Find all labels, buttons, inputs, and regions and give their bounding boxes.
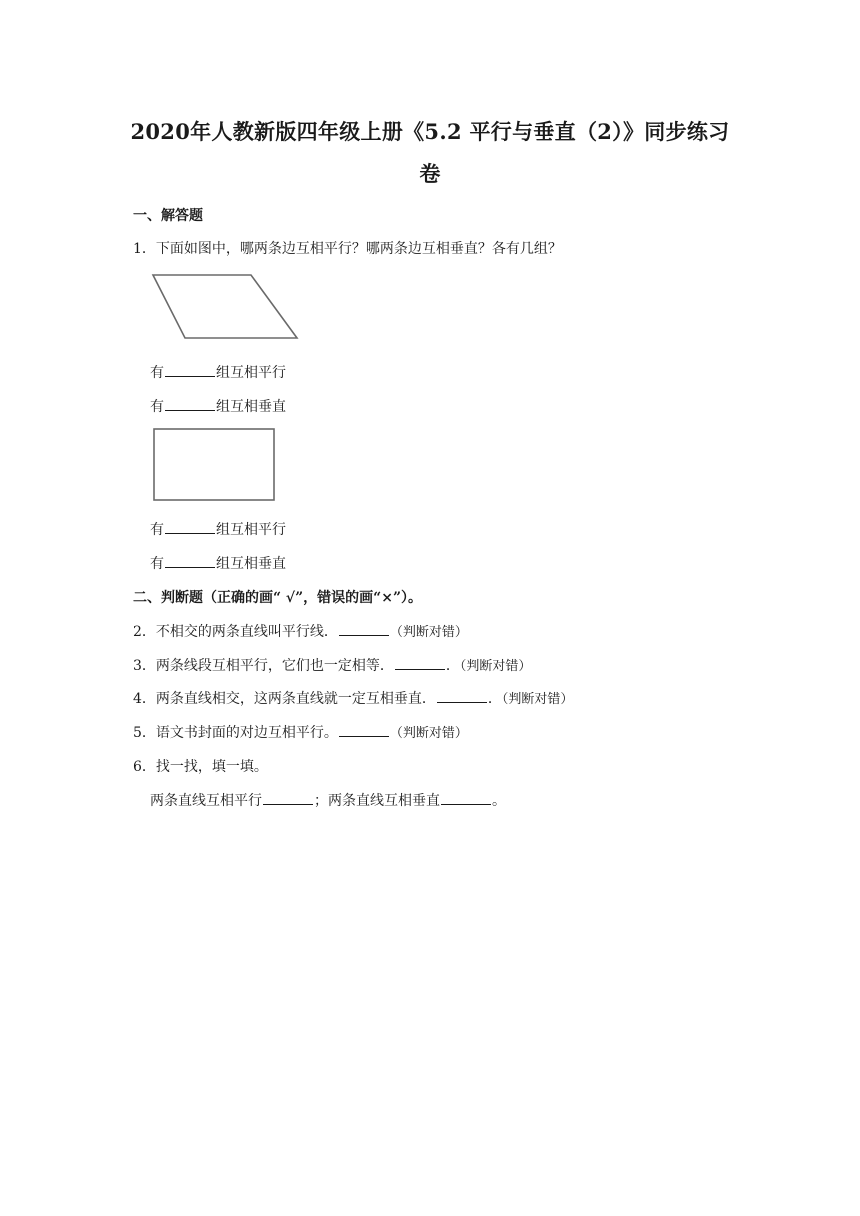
answer-blank[interactable] <box>441 790 491 805</box>
answer-suffix: 组互相垂直 <box>216 556 286 572</box>
question-text: 4．两条直线相交，这两条直线就一定互相垂直． <box>133 691 436 707</box>
fill-part-1: 两条直线互相平行 <box>150 793 262 809</box>
answer-suffix: 组互相平行 <box>216 522 286 538</box>
answer-blank[interactable] <box>165 362 215 377</box>
answer-blank[interactable] <box>437 688 487 703</box>
question-tail: ． <box>487 691 502 707</box>
q1-fig1-parallel-answer <box>150 362 286 382</box>
judge-note: （判断对错） <box>389 625 468 640</box>
question-6-fill <box>150 790 506 810</box>
question-tail: ． <box>445 658 460 674</box>
question-5 <box>133 722 468 742</box>
answer-blank[interactable] <box>165 519 215 534</box>
question-4 <box>133 688 573 708</box>
question-3 <box>133 655 531 675</box>
answer-prefix: 有 <box>150 522 164 538</box>
q1-fig2-parallel-answer <box>150 519 286 539</box>
answer-prefix: 有 <box>150 399 164 415</box>
judge-note: （判断对错） <box>459 659 532 674</box>
question-text: 5．语文书封面的对边互相平行。 <box>133 725 338 741</box>
answer-prefix: 有 <box>150 556 164 572</box>
answer-prefix: 有 <box>150 365 164 381</box>
fill-end: 。 <box>492 793 506 809</box>
rectangle-shape <box>150 426 278 504</box>
answer-suffix: 组互相平行 <box>216 365 286 381</box>
fill-part-2: ；两条直线互相垂直 <box>314 793 440 809</box>
judge-note: （判断对错） <box>501 692 574 707</box>
answer-blank[interactable] <box>165 553 215 568</box>
parallelogram-shape <box>150 272 300 344</box>
section-2-heading: 二、判断题（正确的画“ √”，错误的画“×”）。 <box>133 590 423 606</box>
answer-blank[interactable] <box>395 655 445 670</box>
page-title-line-2: 卷 <box>419 161 441 186</box>
section-1-heading: 一、解答题 <box>133 208 203 224</box>
q1-fig1-perpendicular-answer <box>150 396 286 416</box>
page-title-line-1: 2020年人教新版四年级上册《5.2 平行与垂直（2）》同步练习 <box>130 119 730 144</box>
answer-blank[interactable] <box>339 722 389 737</box>
q1-fig2-perpendicular-answer <box>150 553 286 573</box>
question-2 <box>133 621 468 641</box>
question-1-text: 1．下面如图中，哪两条边互相平行？哪两条边互相垂直？各有几组？ <box>133 241 562 257</box>
answer-suffix: 组互相垂直 <box>216 399 286 415</box>
judge-note: （判断对错） <box>389 726 468 741</box>
answer-blank[interactable] <box>339 621 389 636</box>
answer-blank[interactable] <box>165 396 215 411</box>
answer-blank[interactable] <box>263 790 313 805</box>
question-6-text: 6．找一找，填一填。 <box>133 759 268 775</box>
question-text: 2．不相交的两条直线叫平行线． <box>133 624 338 640</box>
question-text: 3．两条线段互相平行，它们也一定相等． <box>133 658 394 674</box>
